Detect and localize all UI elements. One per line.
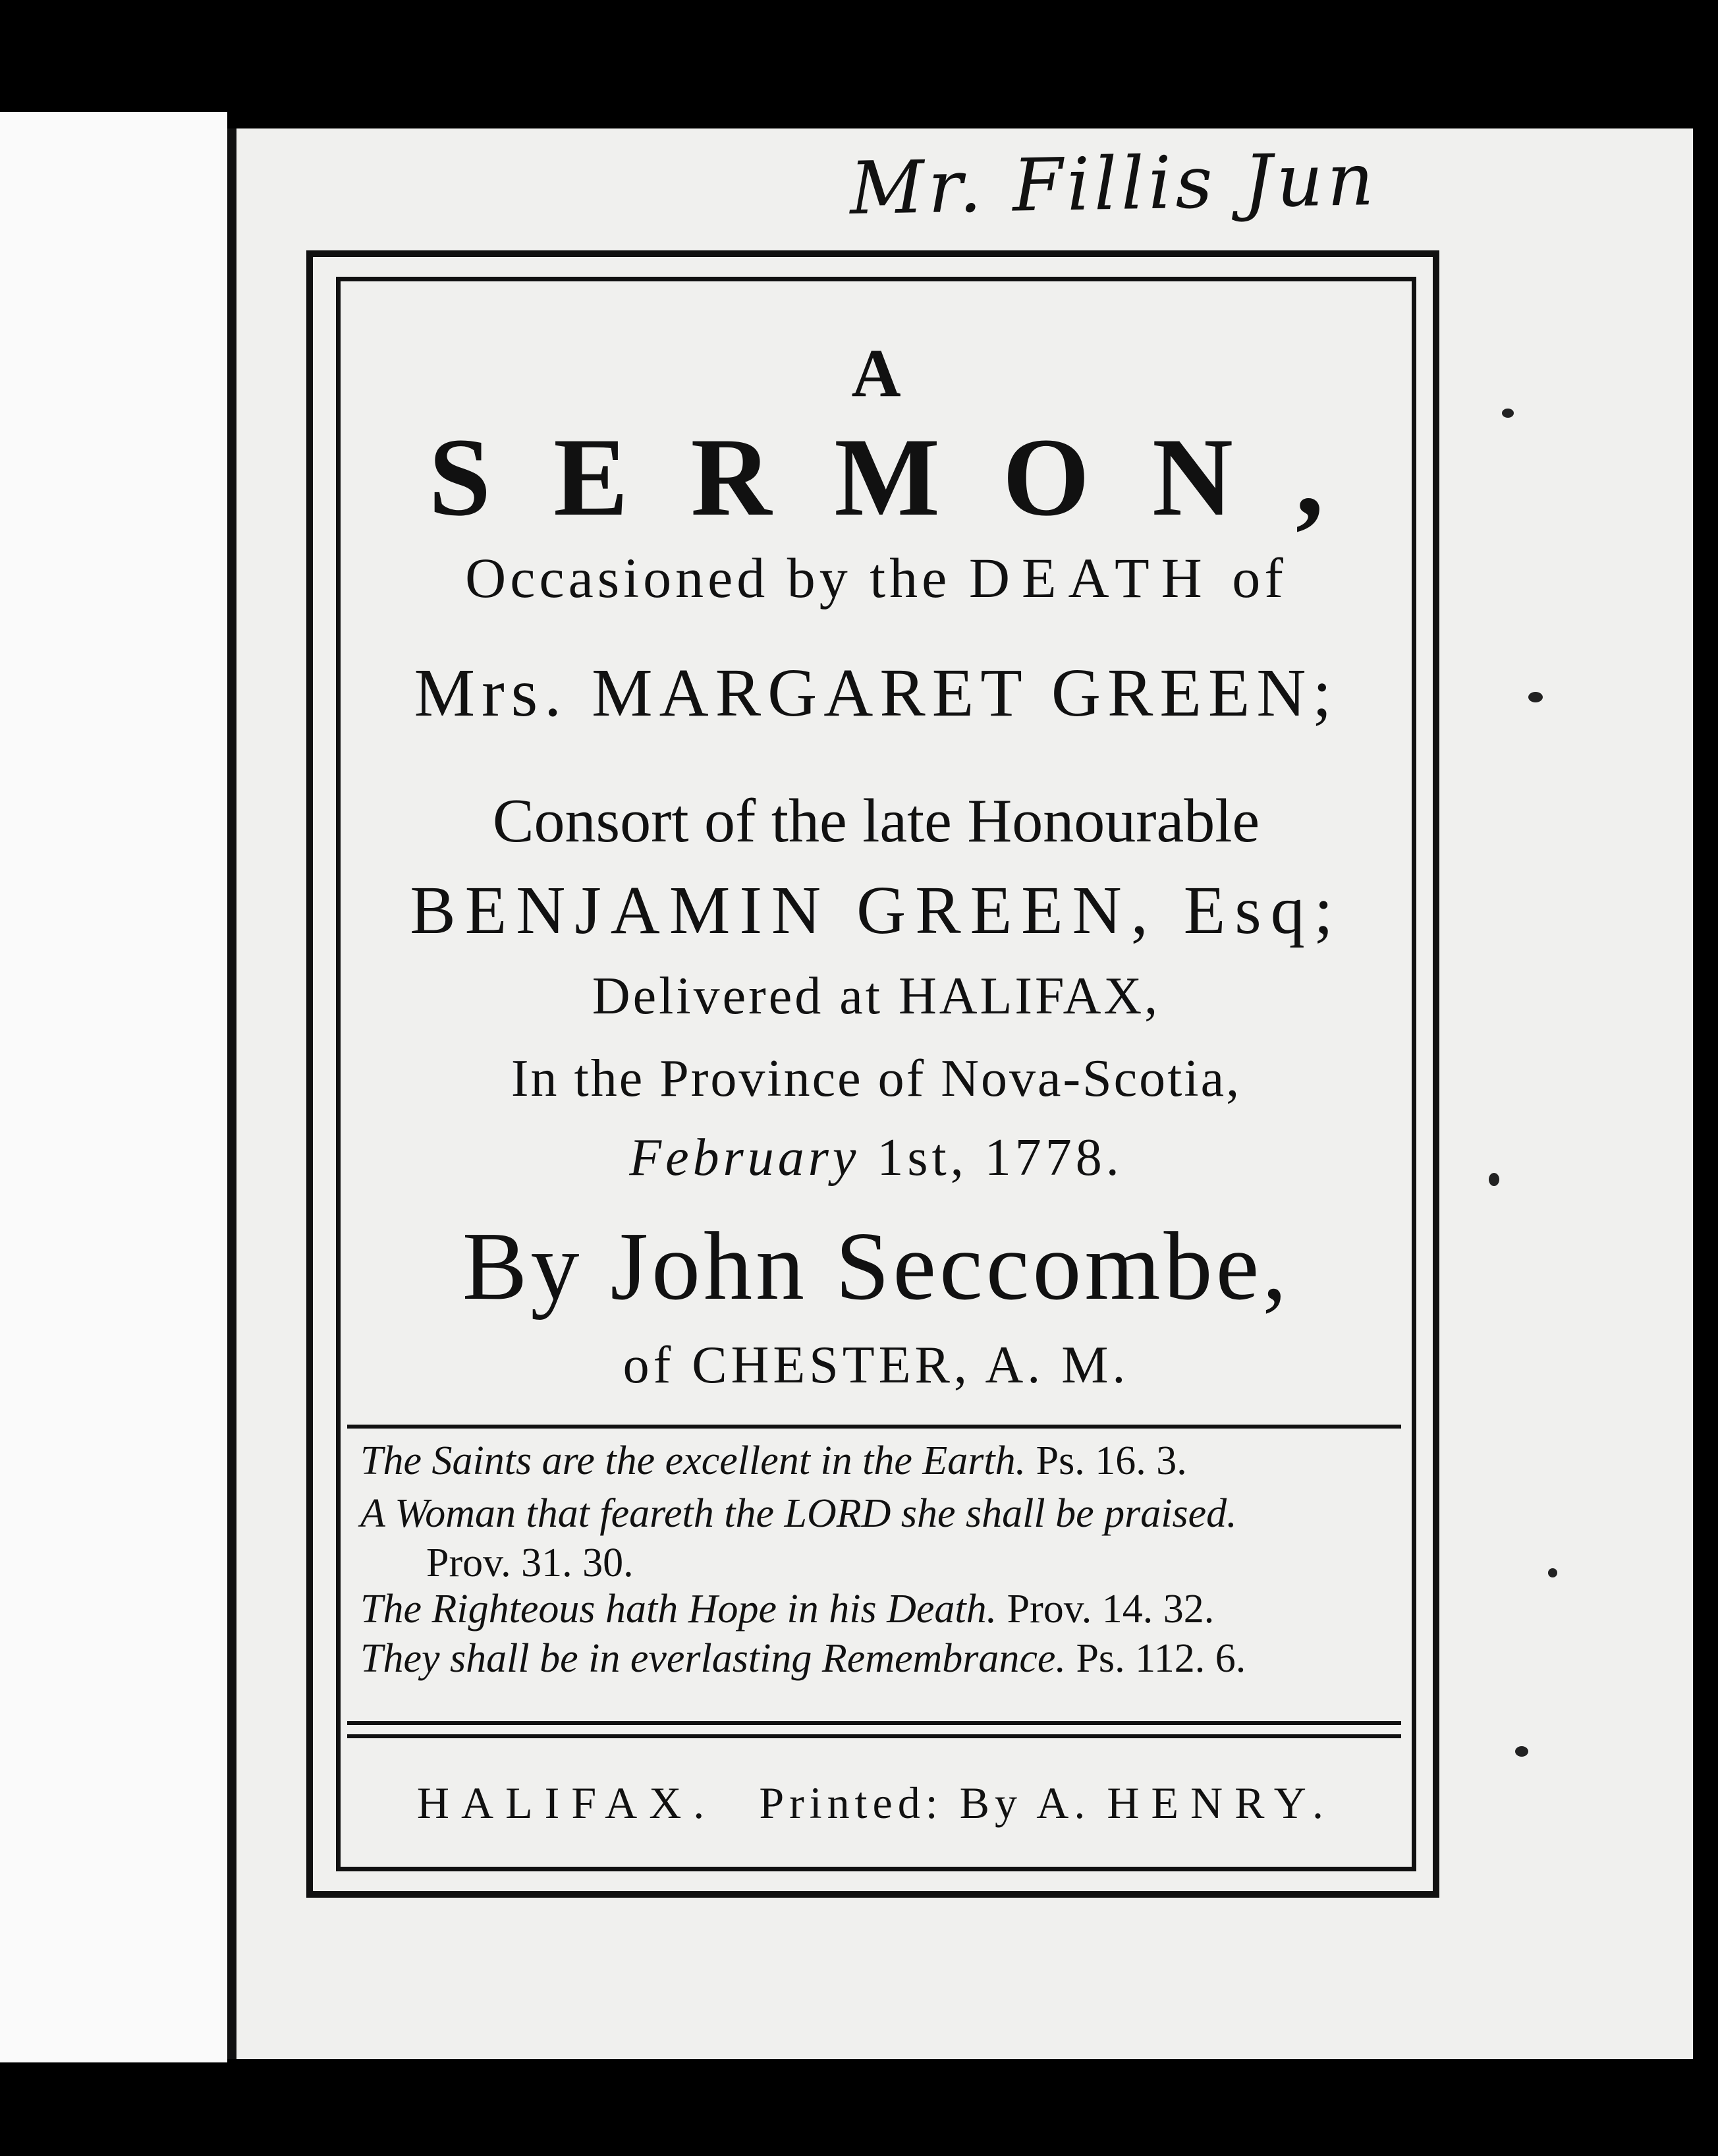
title-author-place: of CHESTER, A. M. xyxy=(623,1336,1130,1394)
title-deceased: Mrs. MARGARET GREEN; xyxy=(414,655,1339,731)
title-sermon: SERMON, xyxy=(428,415,1387,539)
epigraph-line xyxy=(360,1438,1388,1485)
title-date xyxy=(341,1128,1412,1188)
inner-border xyxy=(336,277,1416,1871)
epigraph-line xyxy=(360,1635,1388,1682)
epigraph-text: The Saints are the excellent in the Earth. xyxy=(360,1438,1026,1483)
epigraph-ref: Prov. 31. 30. xyxy=(426,1541,634,1585)
title-article: A xyxy=(851,335,901,411)
epigraph-ref: Ps. 16. 3. xyxy=(1036,1438,1187,1483)
occasioned-post: of xyxy=(1232,546,1287,610)
handwritten-inscription: Mr. Fillis Jun xyxy=(848,137,1379,231)
ink-speck xyxy=(1528,692,1543,702)
imprint-printed: Printed: xyxy=(759,1778,943,1828)
left-page-edge xyxy=(0,112,227,2062)
title-author: By John Seccombe, xyxy=(462,1212,1290,1320)
occasioned-pre: Occasioned by the xyxy=(465,546,951,610)
epigraph-text: The Righteous hath Hope in his Death. xyxy=(360,1587,997,1631)
epigraph-text: A Woman that feareth the LORD she shall be praised. xyxy=(360,1491,1237,1536)
title-province: In the Province of Nova-Scotia, xyxy=(511,1050,1242,1108)
epigraph-line xyxy=(360,1540,1388,1587)
epigraph-ref: Prov. 14. 32. xyxy=(1007,1587,1215,1631)
divider-rule xyxy=(347,1425,1401,1429)
ink-speck xyxy=(1489,1173,1499,1186)
divider-rule xyxy=(347,1721,1401,1725)
date-month: February xyxy=(629,1129,860,1187)
epigraph-line xyxy=(360,1490,1388,1537)
imprint-by: By A. xyxy=(959,1778,1091,1828)
ink-speck xyxy=(1548,1568,1557,1577)
title-husband: BENJAMIN GREEN, Esq; xyxy=(410,872,1343,948)
epigraph-text: They shall be in everlasting Remembrance. xyxy=(360,1636,1066,1681)
divider-rule xyxy=(347,1734,1401,1738)
ink-speck xyxy=(1502,409,1514,418)
title-delivered: Delivered at HALIFAX, xyxy=(592,967,1161,1025)
date-rest: 1st, 1778. xyxy=(877,1129,1123,1187)
occasioned-caps: DEATH xyxy=(968,546,1214,610)
title-consort: Consort of the late Honourable xyxy=(492,787,1260,855)
imprint-printer: HENRY. xyxy=(1107,1778,1336,1828)
epigraph-ref: Ps. 112. 6. xyxy=(1076,1636,1246,1681)
ink-speck xyxy=(1515,1746,1528,1757)
epigraph-line xyxy=(360,1586,1388,1633)
title-occasioned xyxy=(341,545,1412,611)
imprint xyxy=(341,1777,1412,1829)
imprint-place: HALIFAX. xyxy=(416,1778,717,1828)
